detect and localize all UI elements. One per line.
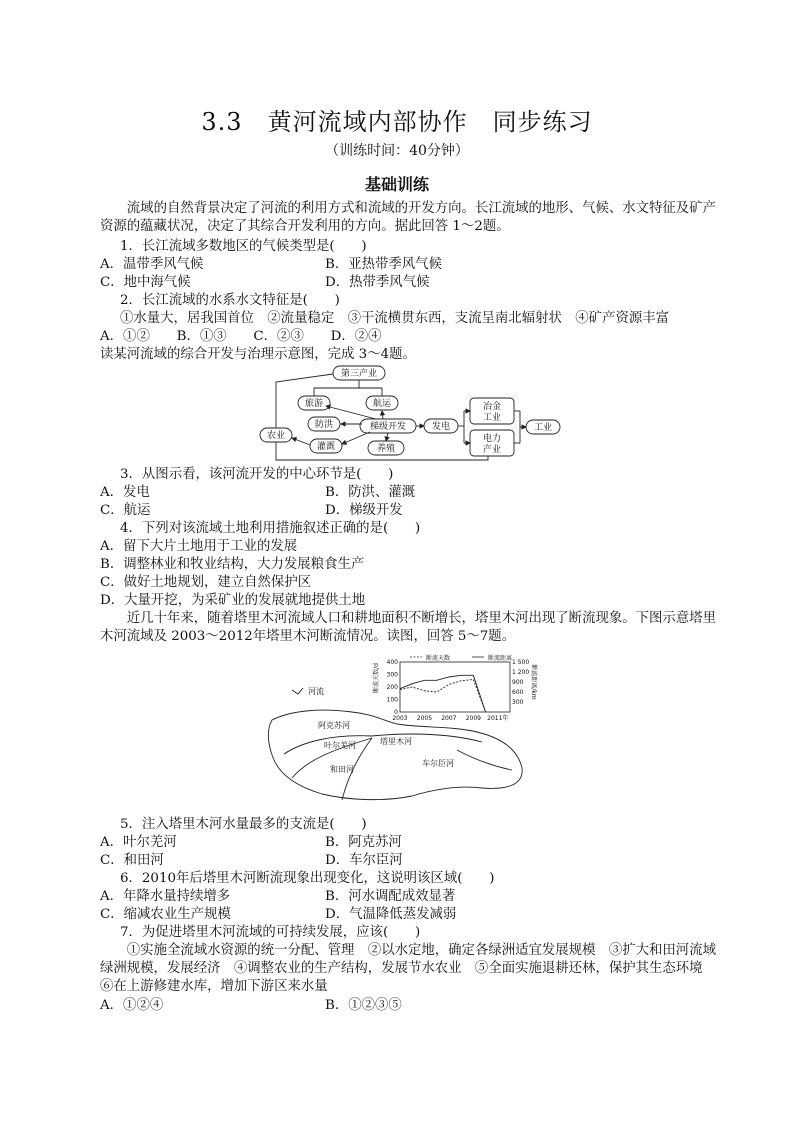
x-tick: 2011年 xyxy=(487,715,509,722)
node-tertiary: 第三产业 xyxy=(340,369,378,379)
river-label-aksu: 阿克苏河 xyxy=(318,721,350,730)
q7-stem: 7．为促进塔里木河流域的可持续发展，应该( ) xyxy=(120,925,421,940)
q6-stem: 6．2010年后塔里木河断流现象出现变化，这说明该区域( ) xyxy=(120,871,495,886)
q6-option-a: A．年降水量持续增多 xyxy=(100,889,231,904)
node-agriculture: 农业 xyxy=(266,431,286,441)
q3-option-c: C．航运 xyxy=(100,503,151,518)
river-development-diagram xyxy=(258,364,564,464)
y-right-tick: 1 500 xyxy=(512,659,530,666)
x-tick: 2007 xyxy=(441,715,457,722)
node-electric-2: 产业 xyxy=(482,445,502,455)
q1-option-c: C．地中海气候 xyxy=(100,275,191,290)
q3-option-b: B．防洪、灌溉 xyxy=(325,485,416,500)
q1-option-d: D．热带季风气候 xyxy=(325,275,430,290)
q5-stem: 5．注入塔里木河水量最多的支流是( ) xyxy=(120,817,367,832)
section-heading: 基础训练 xyxy=(364,175,429,194)
q3-option-d: D．梯级开发 xyxy=(325,503,403,518)
q2-options: A．①② B．①③ C．②③ D．②④ xyxy=(100,329,382,344)
node-tourism: 旅游 xyxy=(304,399,324,409)
q2-items: ①水量大，居我国首位 ②流量稳定 ③干流横贯东西，支流呈南北辐射状 ④矿产资源丰富 xyxy=(120,311,670,326)
node-industry: 工业 xyxy=(533,423,553,433)
q4-option-b: B．调整林业和牧业结构，大力发展粮食生产 xyxy=(100,557,365,572)
q4-option-a: A．留下大片土地用于工业的发展 xyxy=(100,539,298,554)
y-right-tick: 1 200 xyxy=(512,669,530,676)
q1-stem: 1．长江流域多数地区的气候类型是( ) xyxy=(120,239,367,254)
node-metallurgy-2: 工业 xyxy=(482,413,502,423)
q1-option-a: A．温带季风气候 xyxy=(100,257,204,272)
intro-paragraph-3: 近几十年来，随着塔里木河流域人口和耕地面积不断增长，塔里木河出现了断流现象。下图示意塔里木河流域及 2003～2012年塔里木河断流情况。读图，回答 5～7题。 xyxy=(100,611,716,644)
river-label-qarqan: 车尔臣河 xyxy=(422,759,454,768)
q4-stem: 4．下列对该流域土地利用措施叙述正确的是( ) xyxy=(120,521,421,536)
q7-option-b: B．①②③⑤ xyxy=(325,998,402,1013)
intro-paragraph-1: 流域的自然背景决定了河流的利用方式和流域的开发方向。长江流域的地形、气候、水文特征及矿产资源的蕴藏状况，决定了其综合开发利用的方向。据此回答 1～2题。 xyxy=(100,201,716,234)
page-subtitle: （训练时间：40分钟） xyxy=(325,143,469,159)
q6-option-c: C．缩减农业生产规模 xyxy=(100,907,231,922)
node-electric-1: 电力 xyxy=(482,434,502,444)
legend-river-label: 河流 xyxy=(308,687,324,696)
chart-plot-frame xyxy=(400,662,510,712)
chart-legend-days: 断流天数 xyxy=(426,655,451,662)
node-flood-control: 防洪 xyxy=(314,420,334,430)
y-left-tick: 400 xyxy=(386,659,398,666)
y-right-tick: 600 xyxy=(512,689,524,696)
cutoff-line-chart xyxy=(370,652,540,726)
q1-option-b: B．亚热带季风气候 xyxy=(325,257,442,272)
river-label-yarkand: 叶尔羌河 xyxy=(324,741,356,750)
intro-paragraph-2: 读某河流域的综合开发与治理示意图，完成 3～4题。 xyxy=(100,347,416,362)
y-left-tick: 0 xyxy=(394,709,398,716)
q5-option-a: A．叶尔羌河 xyxy=(100,835,177,850)
q3-option-a: A．发电 xyxy=(100,485,150,500)
x-tick: 2003 xyxy=(392,715,408,722)
q3-stem: 3．从图示看，该河流开发的中心环节是( ) xyxy=(120,467,394,482)
q4-option-c: C．做好土地规划，建立自然保护区 xyxy=(100,575,312,590)
y-right-tick: 900 xyxy=(512,679,524,686)
q6-option-d: D．气温降低蒸发减弱 xyxy=(325,907,457,922)
series-line-days xyxy=(400,680,486,713)
node-irrigation: 灌溉 xyxy=(316,442,336,452)
y-left-tick: 200 xyxy=(386,684,398,691)
y-right-label: 断流距离/km xyxy=(530,664,537,700)
x-tick: 2009 xyxy=(465,715,481,722)
y-left-tick: 100 xyxy=(386,696,398,704)
node-aquaculture: 养殖 xyxy=(376,444,396,454)
q7-items: ①实施全流域水资源的统一分配、管理 ②以水定地，确定各绿洲适宜发展规模 ③扩大和田河流域绿洲规模，发展经济 ④调整农业的生产结构，发展节水农业 ⑤全面实施退耕还林，保护其生态环境 ⑥在上游修建水库，增加下游区来水量 xyxy=(100,943,716,994)
q6-option-b: B．河水调配成效显著 xyxy=(325,889,456,904)
river-label-tarim: 塔里木河 xyxy=(380,737,412,746)
y-right-tick: 300 xyxy=(512,699,524,706)
chart-legend-dist: 断流距离 xyxy=(488,655,513,662)
node-power: 发电 xyxy=(431,422,451,432)
page-title: 3.3 黄河流域内部协作 同步练习 xyxy=(201,108,593,136)
q5-option-d: D．车尔臣河 xyxy=(325,853,403,868)
q5-option-c: C．和田河 xyxy=(100,853,164,868)
y-left-tick: 300 xyxy=(386,671,398,679)
y-left-label: 断流天数/d xyxy=(373,663,380,693)
q7-option-a: A．①②④ xyxy=(100,998,164,1013)
river-label-hotan: 和田河 xyxy=(330,765,354,774)
q4-option-d: D．大量开挖，为采矿业的发展就地提供土地 xyxy=(100,593,366,608)
series-line-distance xyxy=(400,675,486,712)
q5-option-b: B．阿克苏河 xyxy=(325,835,402,850)
node-shipping: 航运 xyxy=(372,399,392,409)
q2-stem: 2．长江流域的水系水文特征是( ) xyxy=(120,293,340,308)
node-metallurgy-1: 冶金 xyxy=(482,402,502,412)
node-cascade: 梯级开发 xyxy=(369,422,407,432)
x-tick: 2005 xyxy=(416,715,433,722)
